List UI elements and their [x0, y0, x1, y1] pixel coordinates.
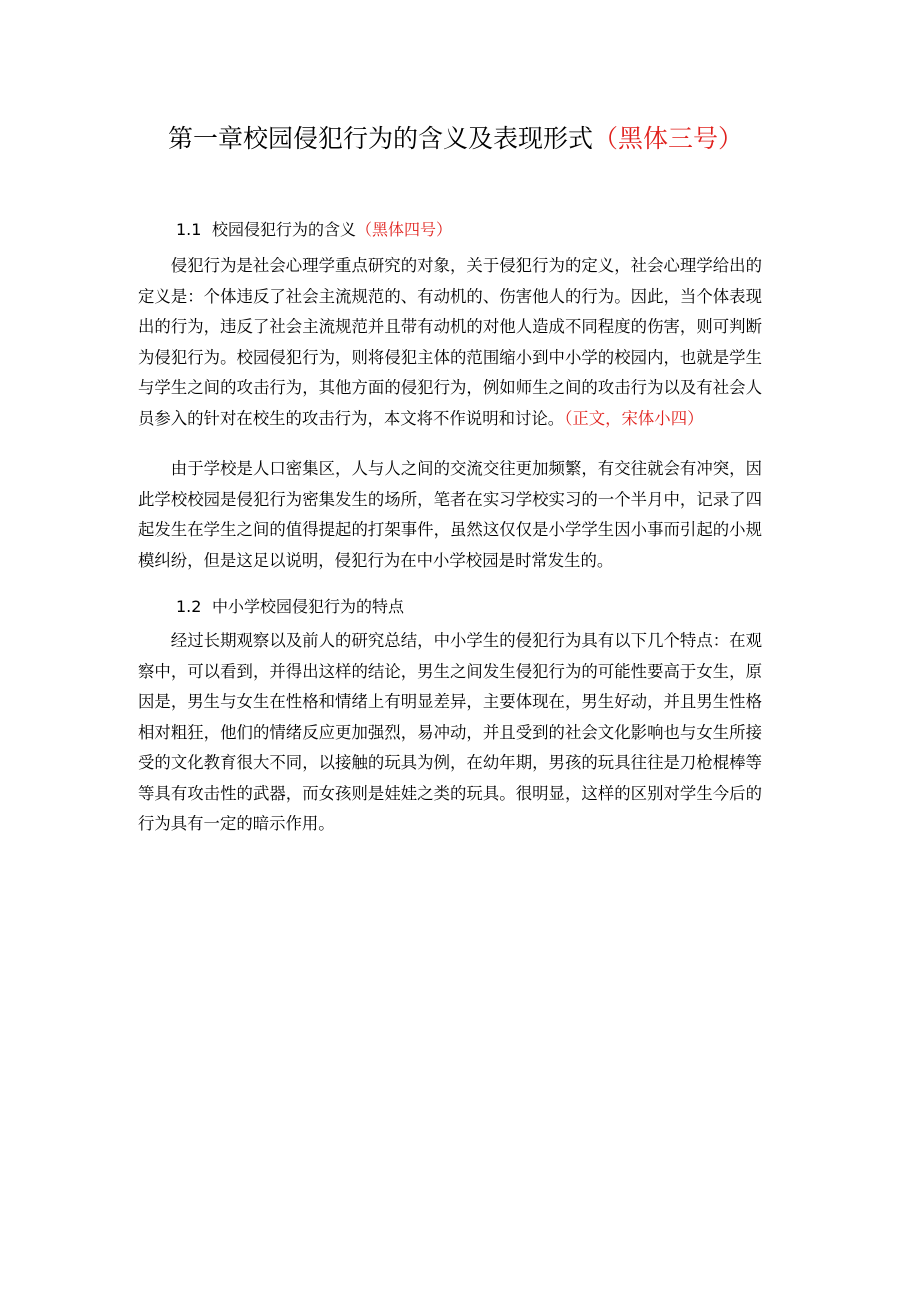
paragraph-text: 经过长期观察以及前人的研究总结，中小学生的侵犯行为具有以下几个特点：在观察中，可以看到，并得出这样的结论，男生之间发生侵犯行为的可能性要高于女生，原因是，男生与女生在性格和情绪上有明显差异，主要体现在，男生好动，并且男生性格相对粗狂，他们的情绪反应更加强烈，易冲动，并且受到的社会文化影响也与女生所接受的文化教育很大不同，以接触的玩具为例，在幼年期，男孩的玩具往往是刀枪棍棒等等具有攻击性的武器，而女孩则是娃娃之类的玩具。很明显，这样的区别对学生今后的行为具有一定的暗示作用。 [138, 631, 762, 833]
section-heading-1-2 [176, 596, 404, 618]
section-title: 校园侵犯行为的含义 [212, 220, 357, 239]
paragraph-format-note: （正文，宋体小四） [564, 408, 704, 428]
body-paragraph-1 [138, 251, 762, 434]
section-number: 1.2 [176, 597, 202, 616]
section-format-note: （黑体四号） [356, 220, 453, 239]
paragraph-text: 侵犯行为是社会心理学重点研究的对象，关于侵犯行为的定义，社会心理学给出的定义是：个体违反了社会主流规范的、有动机的、伤害他人的行为。因此，当个体表现出的行为，违反了社会主流规范并且带有动机的对他人造成不同程度的伤害，则可判断为侵犯行为。校园侵犯行为，则将侵犯主体的范围缩小到中小学的校园内，也就是学生与学生之间的攻击行为，其他方面的侵犯行为，例如师生之间的攻击行为以及有社会人员参入的针对在校生的攻击行为，本文将不作说明和讨论。 [138, 256, 762, 428]
paragraph-text: 由于学校是人口密集区，人与人之间的交流交往更加频繁，有交往就会有冲突，因此学校校园是侵犯行为密集发生的场所，笔者在实习学校实习的一个半月中，记录了四起发生在学生之间的值得提起的打架事件，虽然这仅仅是小学学生因小事而引起的小规模纠纷，但是这足以说明，侵犯行为在中小学校园是时常发生的。 [138, 459, 762, 570]
chapter-title-text: 第一章校园侵犯行为的含义及表现形式 [168, 124, 594, 153]
body-paragraph-2 [138, 454, 762, 576]
body-paragraph-3 [138, 626, 762, 840]
section-title: 中小学校园侵犯行为的特点 [212, 597, 405, 616]
section-heading-1-1 [176, 219, 452, 241]
chapter-title [168, 122, 808, 156]
chapter-title-format-note: （黑体三号） [593, 124, 744, 153]
section-number: 1.1 [176, 220, 202, 239]
